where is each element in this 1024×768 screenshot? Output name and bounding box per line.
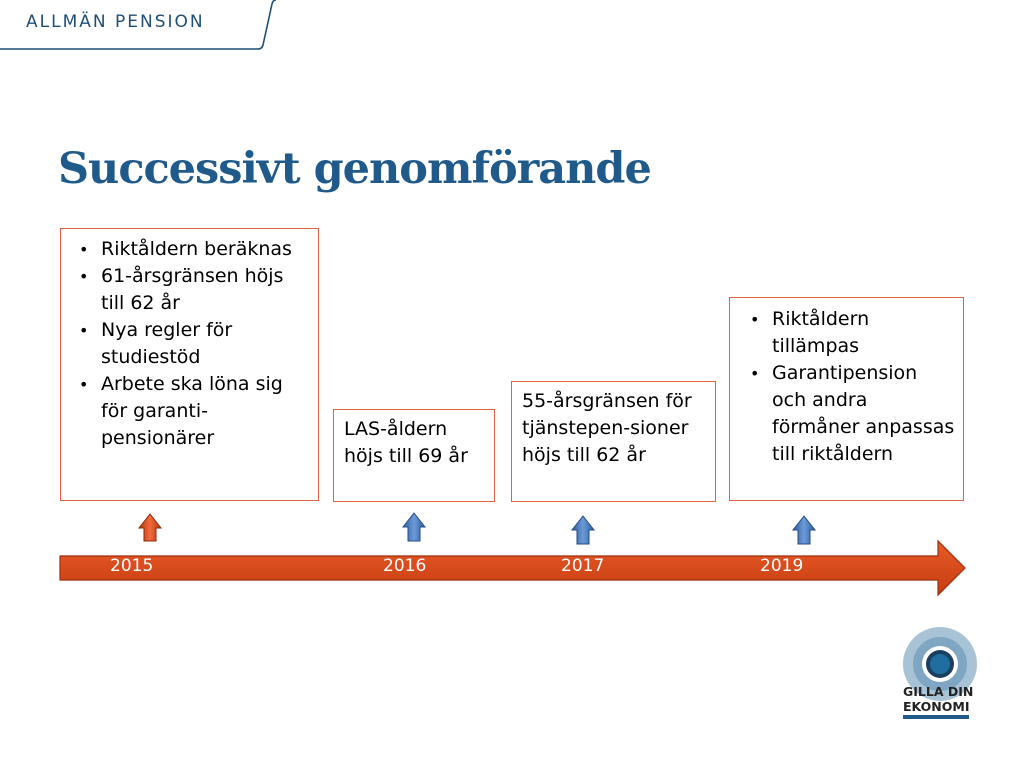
list-item: • 61-årsgränsen höjs till 62 år [71, 263, 310, 317]
marker-arrow-2017 [572, 516, 594, 544]
year-label-2019: 2019 [760, 556, 804, 576]
milestone-text-2016: LAS-åldern höjs till 69 år [344, 418, 468, 467]
page-title: Successivt genomförande [58, 144, 651, 194]
logo-line-2: EKONOMI [903, 699, 969, 719]
year-label-2017: 2017 [561, 556, 605, 576]
marker-arrow-2015 [139, 514, 161, 541]
milestone-text-2017: 55-årsgränsen för tjänstepen-sioner höjs till 62 år [522, 390, 692, 466]
year-label-2016: 2016 [383, 556, 427, 576]
logo-line-1: GILLA DIN [903, 684, 974, 699]
logo-wordmark [903, 684, 973, 719]
marker-arrow-2016 [403, 513, 425, 541]
year-label-2015: 2015 [110, 556, 154, 576]
timeline-arrow [60, 541, 965, 595]
header-label: ALLMÄN PENSION [26, 12, 205, 32]
list-item: • Riktåldern tillämpas [742, 306, 957, 360]
list-item: • Nya regler för studiestöd [71, 317, 310, 371]
list-item: • Arbete ska löna sig för garanti-pensionärer [71, 371, 310, 452]
list-item: • Riktåldern beräknas [71, 236, 310, 263]
list-item: • Garantipension och andra förmåner anpassas till riktåldern [742, 360, 957, 468]
marker-arrow-2019 [793, 516, 815, 544]
